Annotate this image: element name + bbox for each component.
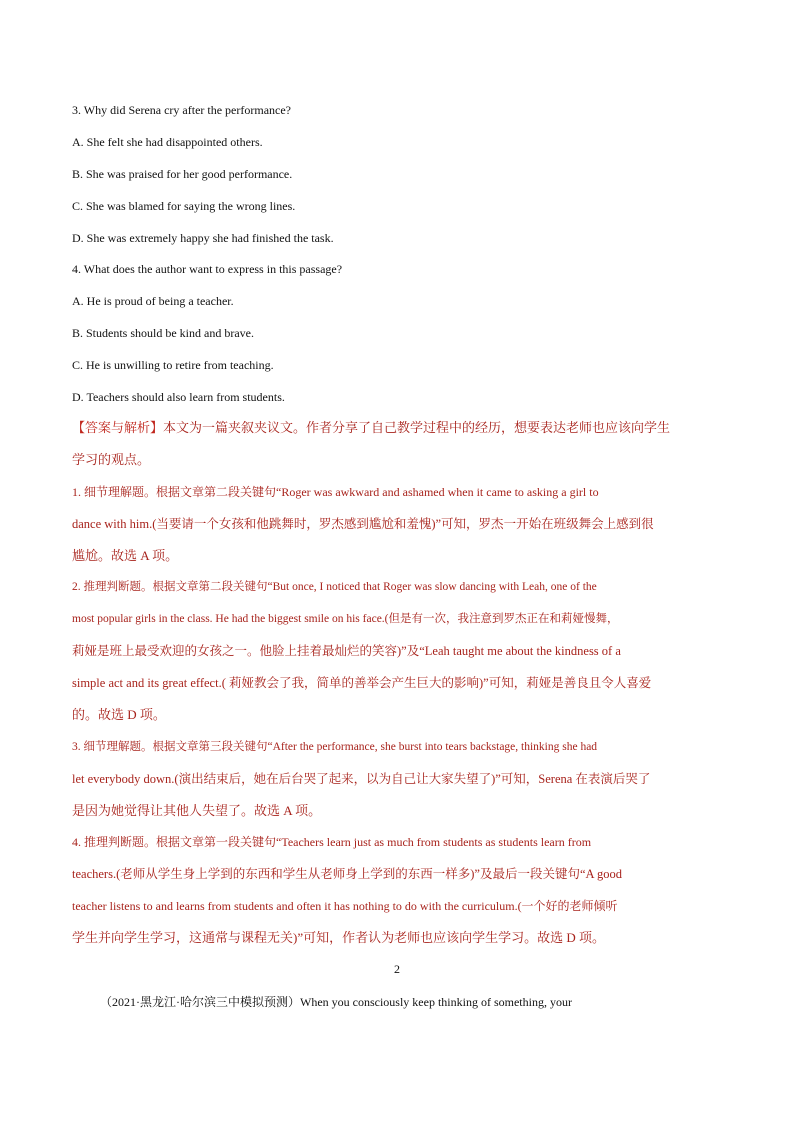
answer-intro-text: 本文为一篇夹叙夹议文。作者分享了自己教学过程中的经历，想要表达老师也应该向学生 [163,420,671,435]
answer-label: 【答案与解析】 [72,420,164,435]
question-4-option-c: C. He is unwilling to retire from teaching. [72,358,274,372]
explanation-2-line-5: 的。故选 D 项。 [72,707,166,722]
explanation-3-line-2: let everybody down.(演出结束后，她在后台哭了起来，以为自己让大家失望了)”可知，Serena 在表演后哭了 [72,772,651,786]
question-4-option-d: D. Teachers should also learn from students. [72,390,285,404]
explanation-1-line-2: dance with him.(当要请一个女孩和他跳舞时，罗杰感到尴尬和羞愧)”可知，罗杰一开始在班级舞会上感到很 [72,517,654,531]
answer-intro-line-1 [72,420,724,436]
answer-intro-line-2: 学习的观点。 [72,452,151,467]
question-4-stem: 4. What does the author want to express in this passage? [72,262,343,276]
explanation-4-line-3: teacher listens to and learns from students and often it has nothing to do with the curriculum.(一个好的老师倾听 [72,899,618,913]
explanation-2-line-1: 2. 推理判断题。根据文章第二段关键句“But once, I noticed that Roger was slow dancing with Leah, one of the [72,581,597,593]
explanation-4-line-1: 4. 推理判断题。根据文章第一段关键句“Teachers learn just as much from students as students learn from [72,835,592,849]
explanation-4-line-4: 学生并向学生学习，这通常与课程无关)”可知，作者认为老师也应该向学生学习。故选 D 项。 [72,930,605,945]
explanation-3-line-1: 3. 细节理解题。根据文章第三段关键句“After the performance, she burst into tears backstage, thinking she had [72,741,598,753]
explanation-2-line-2: most popular girls in the class. He had the biggest smile on his face.(但是有一次，我注意到罗杰正在和莉娅慢舞， [72,613,619,625]
question-3-option-b: B. She was praised for her good performance. [72,167,293,181]
explanation-3-line-3: 是因为她觉得让其他人失望了。故选 A 项。 [72,803,322,818]
explanation-2-line-4: simple act and its great effect.( 莉娅教会了我，简单的善举会产生巨大的影响)”可知，莉娅是善良且令人喜爱 [72,676,652,690]
question-3-option-c: C. She was blamed for saying the wrong lines. [72,199,296,213]
page-number: 2 [394,962,400,976]
question-4-option-a: A. He is proud of being a teacher. [72,294,234,308]
explanation-4-line-2: teachers.(老师从学生身上学到的东西和学生从老师身上学到的东西一样多)”及最后一段关键句“A good [72,867,622,881]
next-passage-intro: （2021·黑龙江·哈尔滨三中模拟预测）When you consciously keep thinking of something, your [100,995,572,1009]
question-3-option-a: A. She felt she had disappointed others. [72,135,263,149]
explanation-1-line-1: 1. 细节理解题。根据文章第二段关键句“Roger was awkward and ashamed when it came to asking a girl to [72,485,599,499]
explanation-2-line-3: 莉娅是班上最受欢迎的女孩之一。他脸上挂着最灿烂的笑容)”及“Leah taught me about the kindness of a [72,644,621,658]
question-4-option-b: B. Students should be kind and brave. [72,326,254,340]
explanation-1-line-3: 尴尬。故选 A 项。 [72,548,179,563]
question-3-stem: 3. Why did Serena cry after the performance? [72,103,292,117]
question-3-option-d: D. She was extremely happy she had finished the task. [72,231,334,245]
